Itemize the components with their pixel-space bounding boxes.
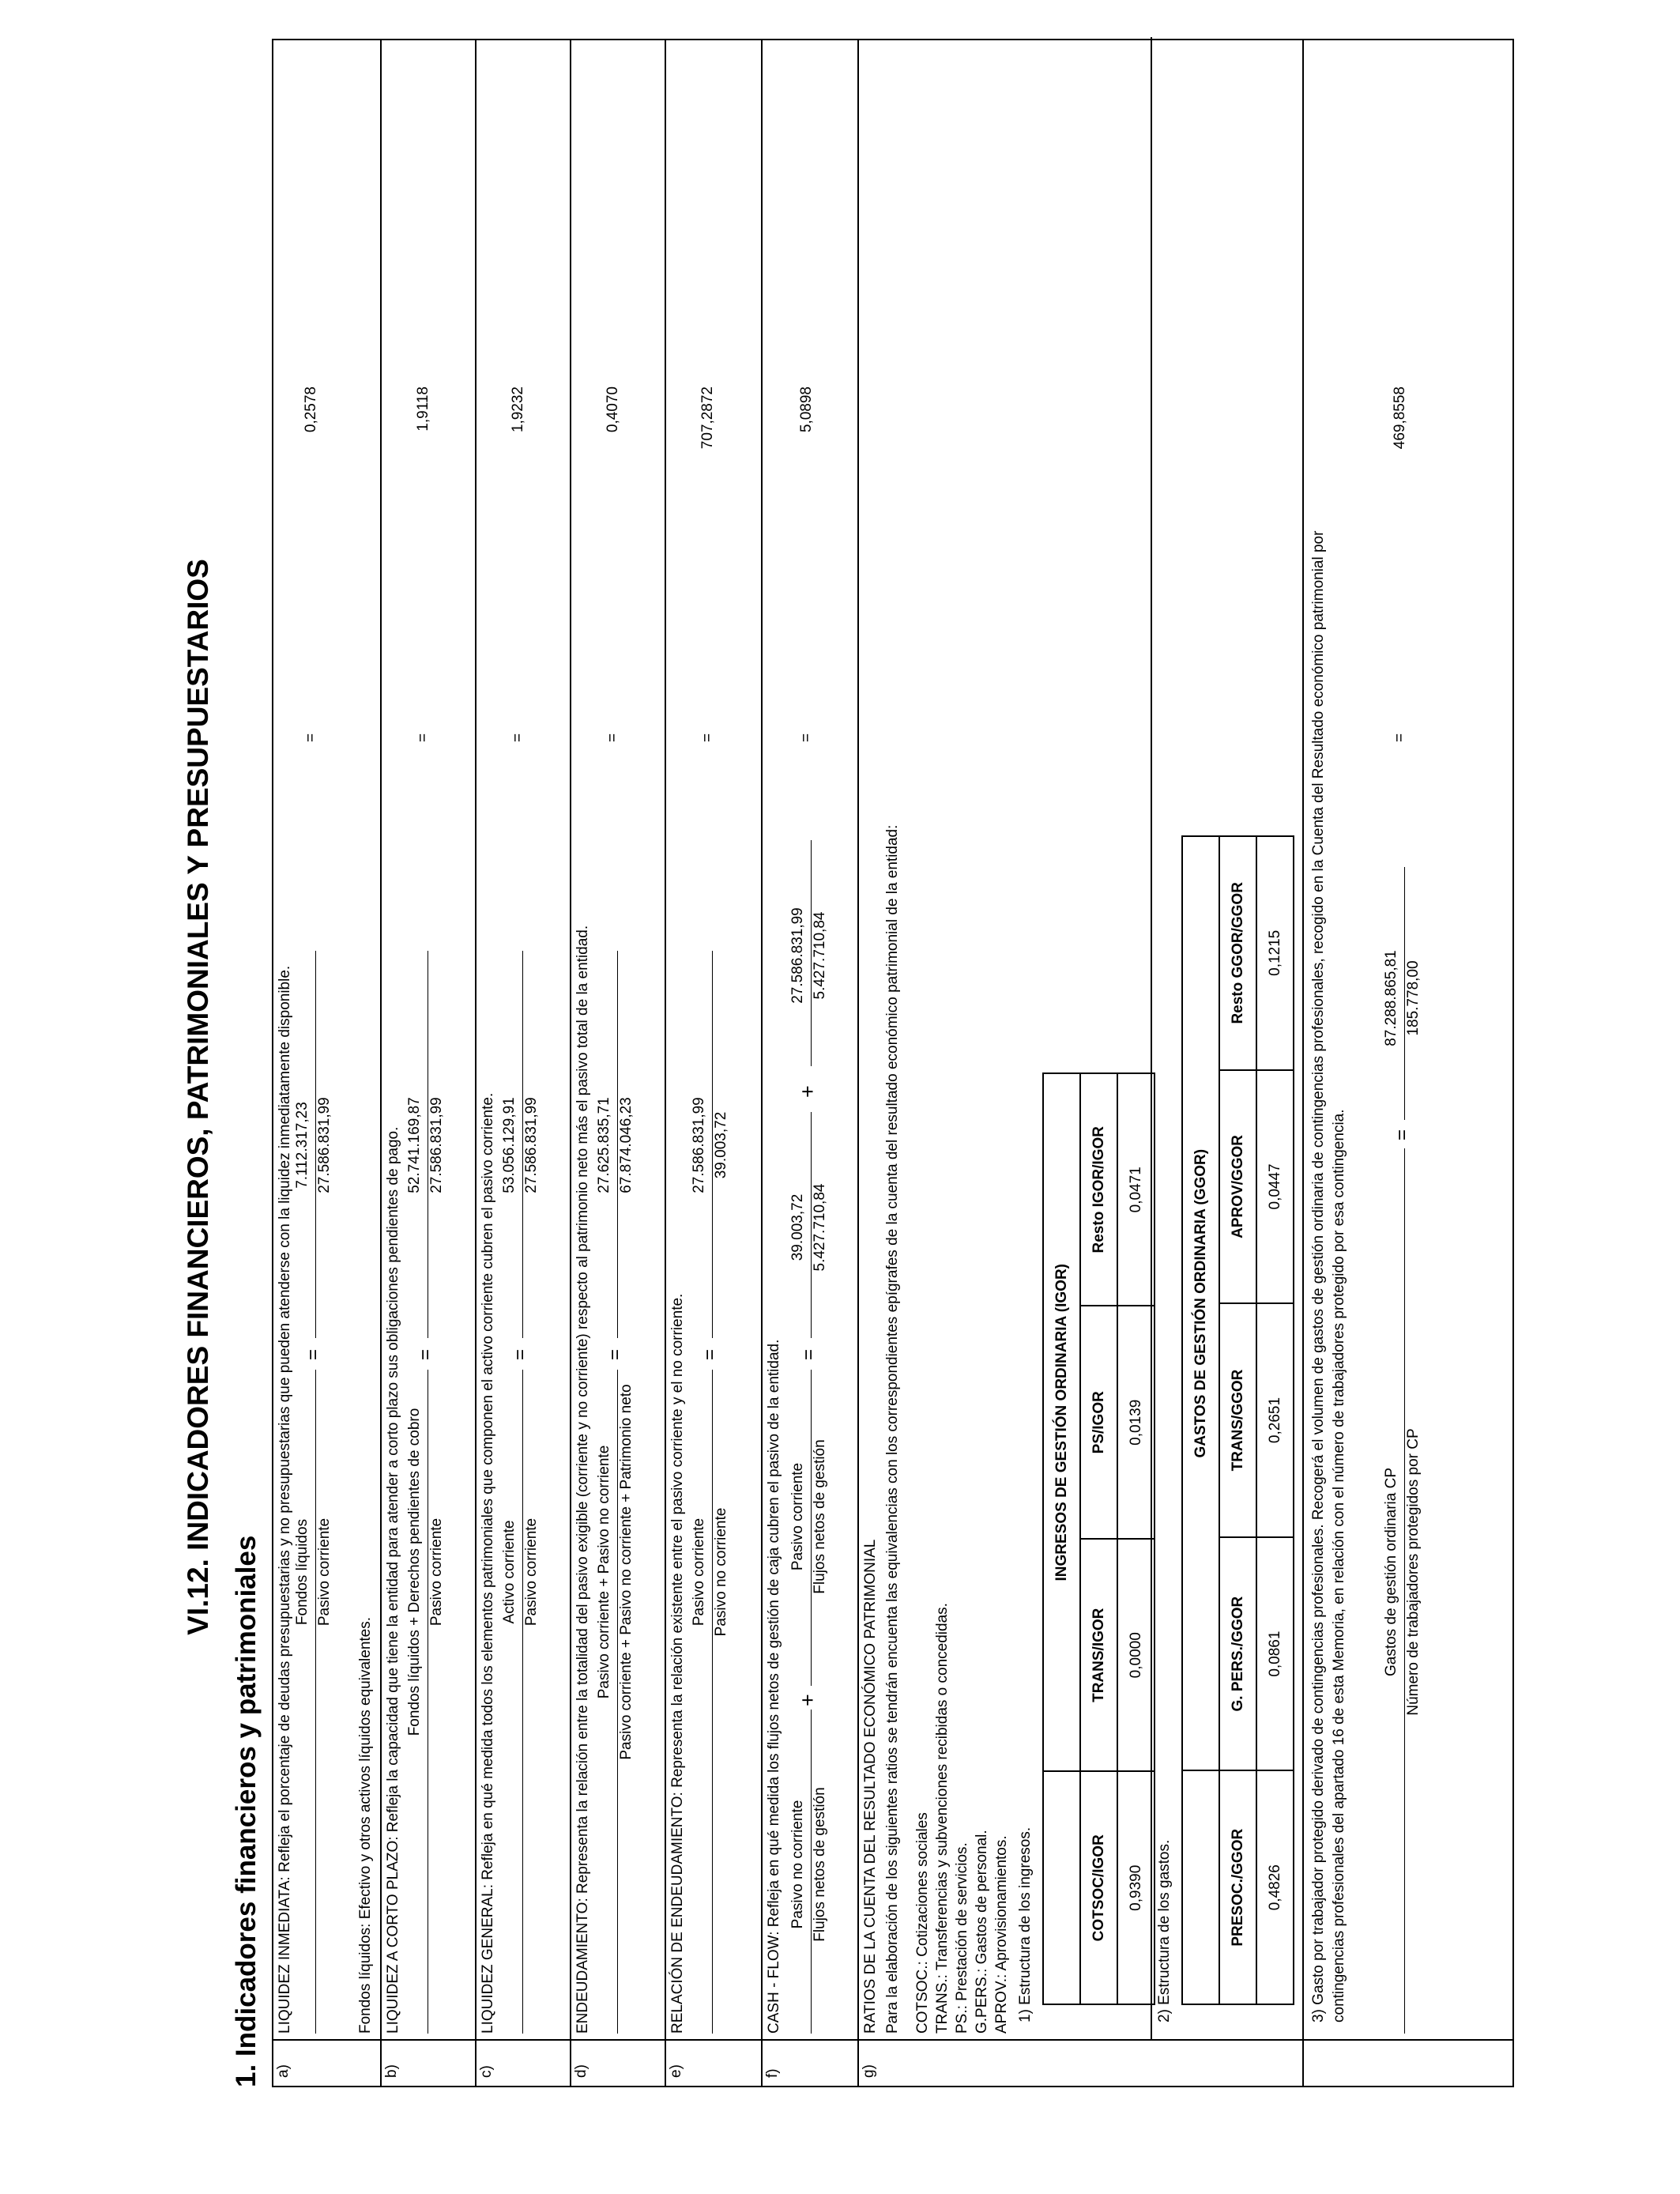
definition-item: APROV.: Aprovisionamientos. [993, 1835, 1010, 2034]
equals-sign: = [510, 1348, 531, 1360]
table-cell: 0,0447 [1256, 1070, 1294, 1304]
indicator-note: Fondos líquidos: Efectivo y otros activos líquidos equivalentes. [357, 1616, 374, 2034]
indicator-letter: d) [573, 2064, 590, 2078]
denominator-label: Pasivo corriente + Pasivo no corriente + Patrimonio neto [618, 1384, 635, 1760]
indicator-description: CASH - FLOW: Refleja en qué medida los flujos netos de gestión de caja cubren el pasivo de la entidad. [766, 1339, 782, 2034]
definition-item: TRANS.: Transferencias y subvenciones recibidas o concedidas. [934, 1603, 951, 2034]
indicator-result: 0,2578 [303, 386, 319, 433]
table-cell: 0,0139 [1117, 1306, 1155, 1540]
indicator-g [859, 40, 1304, 2086]
denominator-label: Flujos netos de gestión [812, 1787, 828, 1942]
indicator-result: 1,9118 [415, 386, 431, 432]
indicator-description: LIQUIDEZ INMEDIATA: Refleja el porcentaje de deudas presupuestarias y no presupuestarias que pueden atenderse con la liquidez inmediatamente disponible. [277, 965, 293, 2034]
equals-sign: = [605, 1348, 626, 1360]
denominator-label: Número de trabajadores protegidos por CP [1405, 1428, 1422, 1716]
indicator-description: RELACIÓN DE ENDEUDAMIENTO: Representa la relación existente entre el pasivo corriente y el no corriente. [669, 1293, 686, 2034]
indicator-letter: a) [275, 2064, 292, 2078]
definition-item: PS.: Prestación de servicios. [954, 1842, 970, 2034]
table-header: PRESOC./GGOR [1219, 1770, 1256, 2004]
table-header: Resto IGOR/IGOR [1080, 1073, 1117, 1306]
table-cell: 0,9390 [1117, 1772, 1155, 2005]
numerator-label: Pasivo corriente + Pasivo no corriente [596, 1445, 612, 1699]
ratios-intro: Para la elaboración de los siguientes ratios se tendrán encuenta las equivalencias con los correspondientes epígrafes de la cuenta del resultado económico patrimonial de la entidad: [884, 824, 901, 2034]
table-cell: 0,0471 [1117, 1073, 1155, 1306]
table-caption: INGRESOS DE GESTIÓN ORDINARIA (IGOR) [1043, 1073, 1080, 1772]
numerator-value: 27.586.831,99 [691, 1097, 707, 1193]
indicator-result: 469,8558 [1392, 386, 1408, 450]
indicator-letter: e) [668, 2064, 684, 2078]
indicator-result: 5,0898 [798, 386, 815, 433]
numerator-label: Pasivo corriente [789, 1462, 806, 1571]
equals-sign: = [1392, 1129, 1413, 1140]
numerator-value: 53.056.129,91 [501, 1097, 518, 1193]
ratios-title: RATIOS DE LA CUENTA DEL RESULTADO ECONÓMICO PATRIMONIAL [862, 1539, 879, 2034]
indicator-letter: g) [861, 2064, 877, 2078]
indicator-e [666, 40, 763, 2086]
table-header: PS/IGOR [1080, 1306, 1117, 1540]
numerator-label: Pasivo no corriente [789, 1800, 806, 1929]
equals-sign: = [798, 1348, 819, 1360]
table-header: COTSOC/IGOR [1080, 1772, 1117, 2005]
expense-structure-label: 2) Estructura de los gastos. [1156, 1839, 1173, 2022]
income-structure-table [1042, 1072, 1155, 2005]
denominator-value: 39.003,72 [713, 1111, 729, 1179]
definition-item: COTSOC.: Cotizaciones sociales [914, 1812, 931, 2034]
equals-sign: = [415, 1348, 436, 1360]
denominator-label: Pasivo corriente [523, 1517, 540, 1627]
numerator-label: Activo corriente [501, 1520, 518, 1624]
denominator-value: 27.586.831,99 [316, 1097, 333, 1193]
definition-item: G.PERS.: Gastos de personal. [974, 1830, 990, 2034]
denominator-value: 5.427.710,84 [812, 911, 828, 1000]
equals-sign: = [303, 1348, 324, 1360]
indicator-result: 1,9232 [510, 386, 526, 433]
equals-sign: = [510, 733, 526, 742]
table-header: TRANS/GGOR [1219, 1303, 1256, 1537]
indicator-description: LIQUIDEZ GENERAL: Refleja en qué medida todos los elementos patrimoniales que componen el activo corriente cubren el pasivo corriente. [480, 1092, 496, 2034]
denominator-value: 27.586.831,99 [428, 1097, 445, 1193]
equals-sign: = [699, 1348, 721, 1360]
numerator-value: 39.003,72 [789, 1193, 806, 1261]
equals-sign: = [415, 733, 431, 742]
expense-structure-table [1181, 835, 1294, 2005]
denominator-value: 67.874.046,23 [618, 1097, 635, 1193]
indicator-g-cp [1304, 40, 1514, 2086]
equals-sign: = [605, 733, 621, 742]
equals-sign: = [699, 733, 716, 742]
numerator-value: 52.741.169,87 [406, 1097, 423, 1193]
denominator-label: Pasivo no corriente [713, 1507, 729, 1637]
indicator-c [477, 40, 571, 2086]
denominator-label: Pasivo corriente [428, 1517, 445, 1627]
indicator-letter: b) [383, 2064, 400, 2078]
numerator-label: Pasivo corriente [691, 1517, 707, 1627]
indicator-f [763, 40, 859, 2086]
indicator-result: 707,2872 [699, 386, 716, 450]
denominator-value: 27.586.831,99 [523, 1097, 540, 1193]
plus-sign: + [796, 1694, 819, 1706]
indicator-d [571, 40, 666, 2086]
numerator-label: Gastos de gestión ordinaria CP [1383, 1467, 1399, 1677]
table-cell: 0,2651 [1256, 1303, 1294, 1537]
cp-description: 3) Gasto por trabajador protegido derivado de contingencias profesionales. Recogerá el volumen de gastos de gestión ordinaria de contingencias profesionales, recogido en la Cuenta del Resultado económico patrimonial por [1310, 530, 1327, 2022]
numerator-value: 27.586.831,99 [789, 907, 806, 1004]
cp-description: contingencias profesionales del apartado 16 de esta Memoria, en relación con el número de trabajadores protegido por esa contingencia. [1331, 1109, 1347, 2022]
income-structure-label: 1) Estructura de los ingresos. [1017, 1826, 1034, 2022]
denominator-label: Flujos netos de gestión [812, 1439, 828, 1594]
section-title: 1. Indicadores financieros y patrimoniales [231, 1535, 262, 2087]
equals-sign: = [303, 733, 319, 742]
indicator-letter: f) [764, 2068, 781, 2078]
numerator-value: 27.625.835,71 [596, 1097, 612, 1193]
equals-sign: = [798, 733, 815, 742]
denominator-value: 5.427.710,84 [812, 1183, 828, 1272]
indicators-frame [272, 39, 1514, 2087]
indicator-letter: c) [478, 2065, 495, 2078]
numerator-label: Fondos líquidos + Derechos pendientes de cobro [406, 1408, 423, 1736]
table-cell: 0,0000 [1117, 1539, 1155, 1772]
table-header: G. PERS./GGOR [1219, 1537, 1256, 1771]
denominator-label: Pasivo corriente [316, 1517, 333, 1627]
table-header: APROV/GGOR [1219, 1070, 1256, 1304]
indicator-b [382, 40, 477, 2086]
numerator-value: 87.288.865,81 [1383, 950, 1399, 1046]
table-cell: 0,1215 [1256, 836, 1294, 1070]
plus-sign: + [796, 1085, 819, 1098]
denominator-value: 185.778,00 [1405, 960, 1422, 1036]
table-header: TRANS/IGOR [1080, 1539, 1117, 1772]
table-cell: 0,0861 [1256, 1537, 1294, 1771]
indicator-a [273, 40, 382, 2086]
equals-sign: = [1392, 733, 1408, 742]
indicator-result: 0,4070 [605, 386, 621, 433]
page-title: VI.12. INDICADORES FINANCIEROS, PATRIMONIALES Y PRESUPUESTARIOS [182, 559, 214, 1635]
table-cell: 0,4826 [1256, 1770, 1294, 2004]
indicator-description: LIQUIDEZ A CORTO PLAZO: Refleja la capacidad que tiene la entidad para atender a corto plazo sus obligaciones pendientes de pago. [385, 1126, 401, 2034]
table-header: Resto GGOR/GGOR [1219, 836, 1256, 1070]
numerator-value: 7.112.317,23 [294, 1102, 311, 1189]
numerator-label: Fondos líquidos [294, 1518, 311, 1626]
table-caption: GASTOS DE GESTIÓN ORDINARIA (GGOR) [1182, 836, 1219, 1770]
indicator-description: ENDEUDAMIENTO: Representa la relación entre la totalidad del pasivo exigible (corriente y no corriente) respecto al patrimonio neto más el pasivo total de la entidad. [574, 925, 591, 2034]
